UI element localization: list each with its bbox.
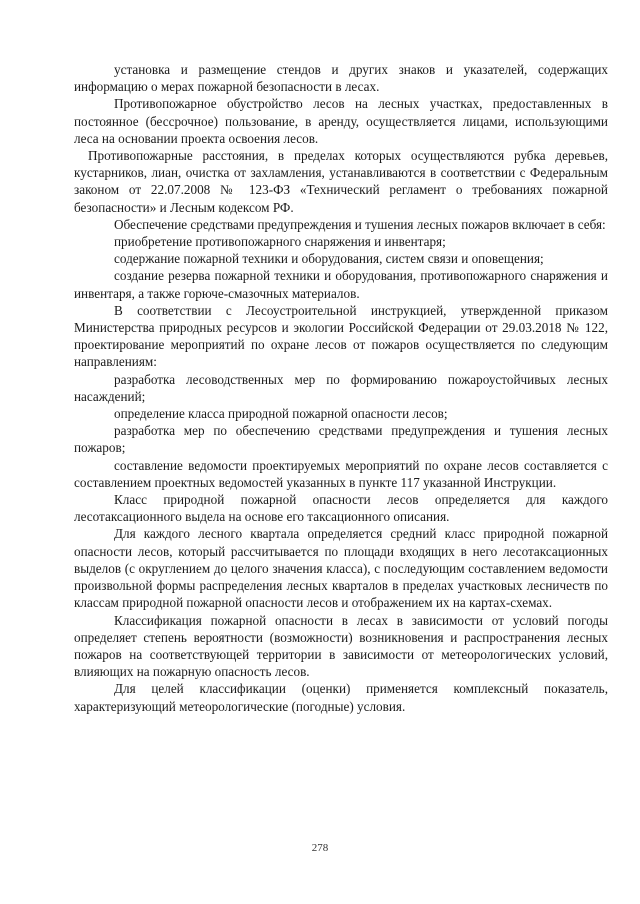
list-item: разработка лесоводственных мер по формированию пожароустойчивых лесных насаждений; — [74, 371, 608, 404]
list-item: определение класса природной пожарной опасности лесов; — [114, 406, 448, 422]
list-item: создание резерва пожарной техники и оборудования, противопожарного снаряжения и инвентаря, а также горюче-смазочных материалов. — [74, 268, 608, 301]
paragraph: Противопожарное обустройство лесов на лесных участках, предоставленных в постоянное (бессрочное) пользование, в аренду, осуществляется лицами, использующими леса на основании проекта освоения лесов. — [74, 96, 608, 146]
paragraph: Класс природной пожарной опасности лесов определяется для каждого лесотаксационного выдела на основе его таксационного описания. — [74, 492, 608, 525]
page-number: 278 — [311, 842, 329, 854]
paragraph: Классификация пожарной опасности в лесах в зависимости от условий погоды определяет степень вероятности (возможности) возникновения и распространения лесных пожаров на соответствующей территории в зависимости от метеорологических условий, влияющих на пожарную опасность лесов. — [74, 612, 608, 680]
paragraph: Обеспечение средствами предупреждения и тушения лесных пожаров включает в себя: — [114, 216, 606, 232]
paragraph: В соответствии с Лесоустроительной инструкцией, утвержденной приказом Министерства природных ресурсов и экологии Российской Федерации от 29.03.2018 № 122, проектирование мероприятий по охране лесов от пожаров осуществляется по следующим направлениям: — [74, 302, 608, 370]
paragraph: Противопожарные расстояния, в пределах которых осуществляются рубка деревьев, кустарников, лиан, очистка от захламления, устанавливаются в соответствии с Федеральным законом от 22.07.2008 № 123-ФЗ «Технический регламент о требованиях пожарной безопасности» и Лесным кодексом РФ. — [74, 148, 608, 215]
list-item: разработка мер по обеспечению средствами предупреждения и тушения лесных пожаров; — [74, 423, 608, 456]
body-text — [74, 61, 608, 715]
list-item: содержание пожарной техники и оборудования, систем связи и оповещения; — [114, 251, 544, 267]
paragraph: установка и размещение стендов и других знаков и указателей, содержащих информацию о мерах пожарной безопасности в лесах. — [74, 62, 608, 95]
list-item: приобретение противопожарного снаряжения и инвентаря; — [114, 234, 446, 250]
list-item: составление ведомости проектируемых мероприятий по охране лесов составляется с составлением проектных ведомостей указанных в пункте 117 указанной Инструкции. — [74, 457, 608, 490]
paragraph: Для каждого лесного квартала определяется средний класс природной пожарной опасности лесов, который рассчитывается по площади входящих в него лесотаксационных выделов (с округлением до целого значения класса), с последующим составлением ведомости произвольной формы распределения лесных кварталов в пределах участковых лесничеств по классам природной пожарной опасности лесов и отображением их на картах-схемах. — [74, 526, 608, 611]
paragraph: Для целей классификации (оценки) применяется комплексный показатель, характеризующий метеорологические (погодные) условия. — [74, 681, 608, 714]
